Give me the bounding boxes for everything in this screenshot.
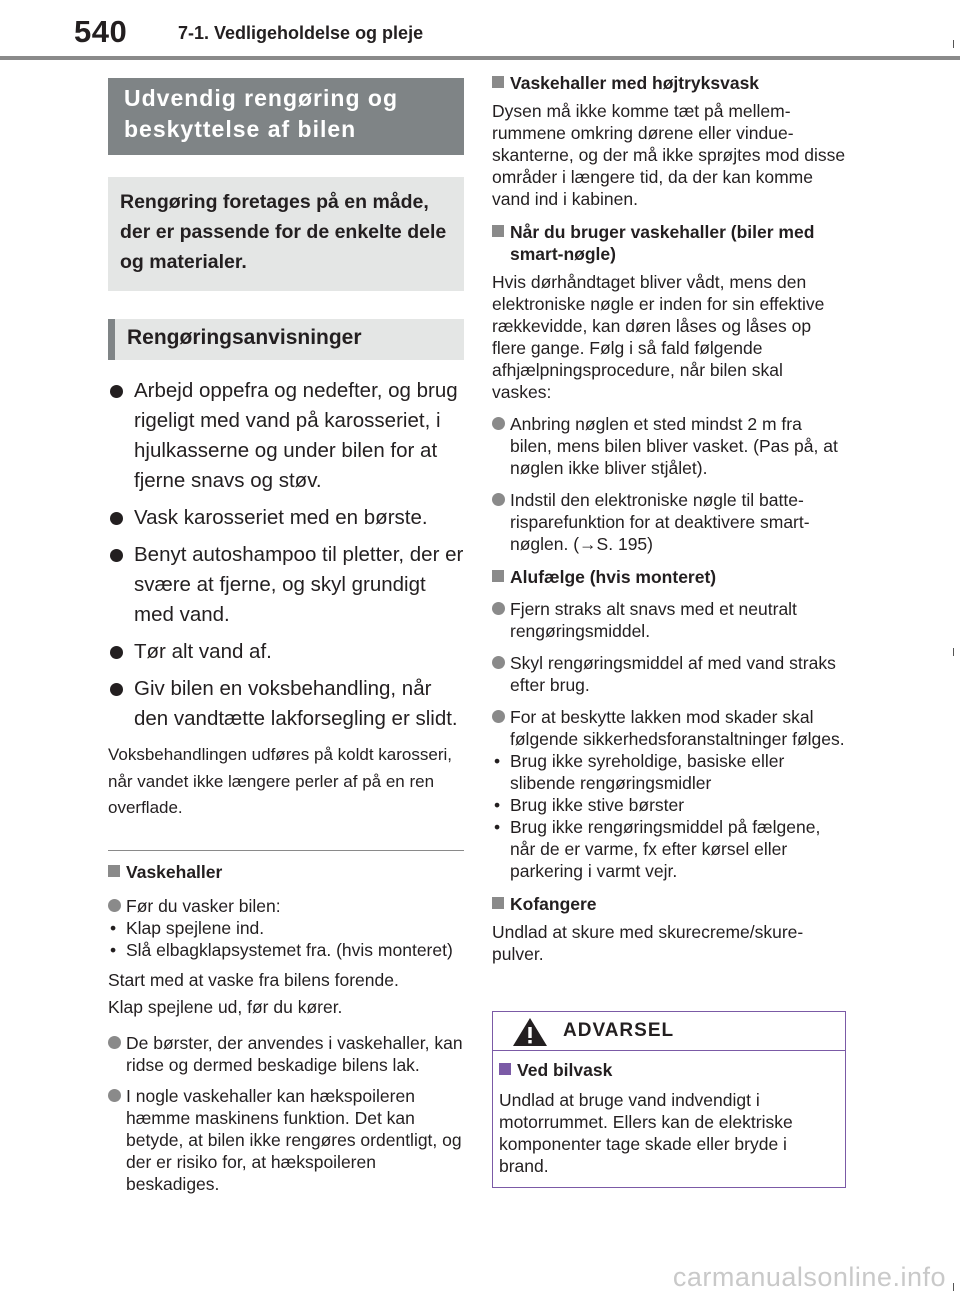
header-rule [0, 56, 960, 60]
left-column [108, 78, 464, 1195]
smart-key-heading: Når du bruger vaskehaller (biler med smart-nøgle) [492, 221, 847, 265]
margin-tick [953, 648, 954, 656]
bullet-icon [110, 683, 123, 696]
list-item: Fjern straks alt snavs med et neutralt rengøringsmiddel. [492, 598, 847, 642]
warning-icon [511, 1016, 549, 1048]
paragraph: Dysen må ikke komme tæt på mellemrummene omkring dørene eller vindueskanterne, og der må ikke sprøjtes mod disse områder i længere tid, da der kan komme vand ind i kabinen. [492, 101, 846, 209]
list-item: Før du vasker bilen: [108, 895, 464, 917]
list-item: Arbejd oppefra og nedefter, og brug rigeligt med vand på karosseriet, i hjulkasserne og under bilen for at fjerne snavs og støv. [108, 376, 464, 496]
page-header [0, 0, 960, 62]
page-number: 540 [74, 14, 128, 49]
circle-bullet-icon [492, 656, 505, 669]
list-item: Tør alt vand af. [108, 637, 464, 667]
square-bullet-icon [492, 570, 504, 582]
bullet-icon [110, 512, 123, 525]
list-item: Indstil den elektroniske nøgle til batterisparefunktion for at deaktivere smart-nøglen. (→S. 195) [492, 489, 847, 555]
chapter-title: 7-1. Vedligeholdelse og pleje [178, 23, 424, 43]
list-item: Benyt autoshampoo til pletter, der er svære at fjerne, og skyl grundigt med vand. [108, 540, 464, 630]
circle-bullet-icon [492, 710, 505, 723]
dash-item: • Brug ikke stive børster [494, 795, 685, 815]
square-bullet-icon [499, 1063, 511, 1075]
subsection-heading: Rengøringsanvisninger [108, 319, 464, 360]
bullet-icon [110, 385, 123, 398]
square-bullet-icon [492, 225, 504, 237]
square-bullet-icon [108, 865, 120, 877]
wax-note: Voksbehandlingen udføres på koldt karosseri, når vandet ikke længere perler af på en ren overflade. [108, 745, 452, 817]
warning-heading: Ved bilvask [499, 1059, 839, 1081]
section-title: Udvendig rengøring og beskyttelse af bilen [108, 78, 464, 155]
bullet-icon [110, 549, 123, 562]
instruction-list [108, 376, 464, 734]
dash-item: • Brug ikke syreholdige, basiske eller slibende rengøringsmidler [494, 751, 785, 793]
circle-bullet-icon [492, 602, 505, 615]
circle-bullet-icon [108, 1036, 121, 1049]
kofangere-heading: Kofangere [492, 893, 847, 915]
square-bullet-icon [492, 897, 504, 909]
square-bullet-icon [492, 76, 504, 88]
list-item: I nogle vaskehaller kan hækspoileren hæmme maskinens funktion. Det kan betyde, at bilen ikke rengøres ordentligt, og der er risiko for, at hækspoileren beskadiges. [108, 1085, 464, 1195]
warning-header [493, 1012, 845, 1051]
warning-text: Undlad at bruge vand indvendigt i motorrummet. Ellers kan de elektriske komponenter tage skade eller bryde i brand. [499, 1090, 793, 1176]
paragraph: Start med at vaske fra bilens forende. [108, 969, 399, 990]
watermark: carmanualsonline.info [672, 1262, 946, 1292]
circle-bullet-icon [108, 1089, 121, 1102]
dash-item: • Slå elbagklapsystemet fra. (hvis monteret) [110, 939, 453, 960]
vaskehaller-heading: Vaskehaller [108, 861, 464, 883]
alu-heading: Alufælge (hvis monteret) [492, 566, 847, 588]
circle-bullet-icon [492, 493, 505, 506]
margin-tick [953, 40, 954, 48]
list-item: Vask karosseriet med en børste. [108, 503, 464, 533]
list-item: For at beskytte lakken mod skader skal følgende sikkerhedsforanstaltninger følges. [492, 706, 847, 750]
margin-tick [953, 1283, 954, 1291]
paragraph: Hvis dørhåndtaget bliver vådt, mens den elektroniske nøgle er inden for sin effektive rækkevidde, kan døren låses og låses op flere gange. Følg i så fald følgende afhjælpningsprocedure, når bilen skal vaskes: [492, 272, 825, 402]
hoejtryk-heading: Vaskehaller med højtryksvask [492, 72, 847, 94]
paragraph: Klap spejlene ud, før du kører. [108, 996, 343, 1017]
list-item: Anbring nøglen et sted mindst 2 m fra bilen, mens bilen bliver vasket. (Pas på, at nøglen ikke bliver stjålet). [492, 413, 847, 479]
warning-body [493, 1051, 845, 1187]
warning-title: ADVARSEL [563, 1020, 675, 1041]
circle-bullet-icon [492, 417, 505, 430]
divider [108, 850, 464, 851]
bullet-icon [110, 646, 123, 659]
intro-box: Rengøring foretages på en måde, der er passende for de enkelte dele og materialer. [108, 177, 464, 291]
dash-item: • Brug ikke rengøringsmiddel på fælgene, når de er varme, fx efter kørsel eller parkering i varmt vejr. [494, 817, 821, 881]
dash-item: • Klap spejlene ind. [110, 917, 265, 938]
list-item: De børster, der anvendes i vaskehaller, kan ridse og dermed beskadige bilens lak. [108, 1032, 464, 1076]
list-item: Skyl rengøringsmiddel af med vand straks efter brug. [492, 652, 847, 696]
circle-bullet-icon [108, 899, 121, 912]
warning-box [492, 1011, 846, 1188]
list-item: Giv bilen en voksbehandling, når den vandtætte lakforsegling er slidt. [108, 674, 464, 734]
right-column [492, 70, 847, 965]
paragraph: Undlad at skure med skurecreme/skurepulver. [492, 922, 804, 964]
